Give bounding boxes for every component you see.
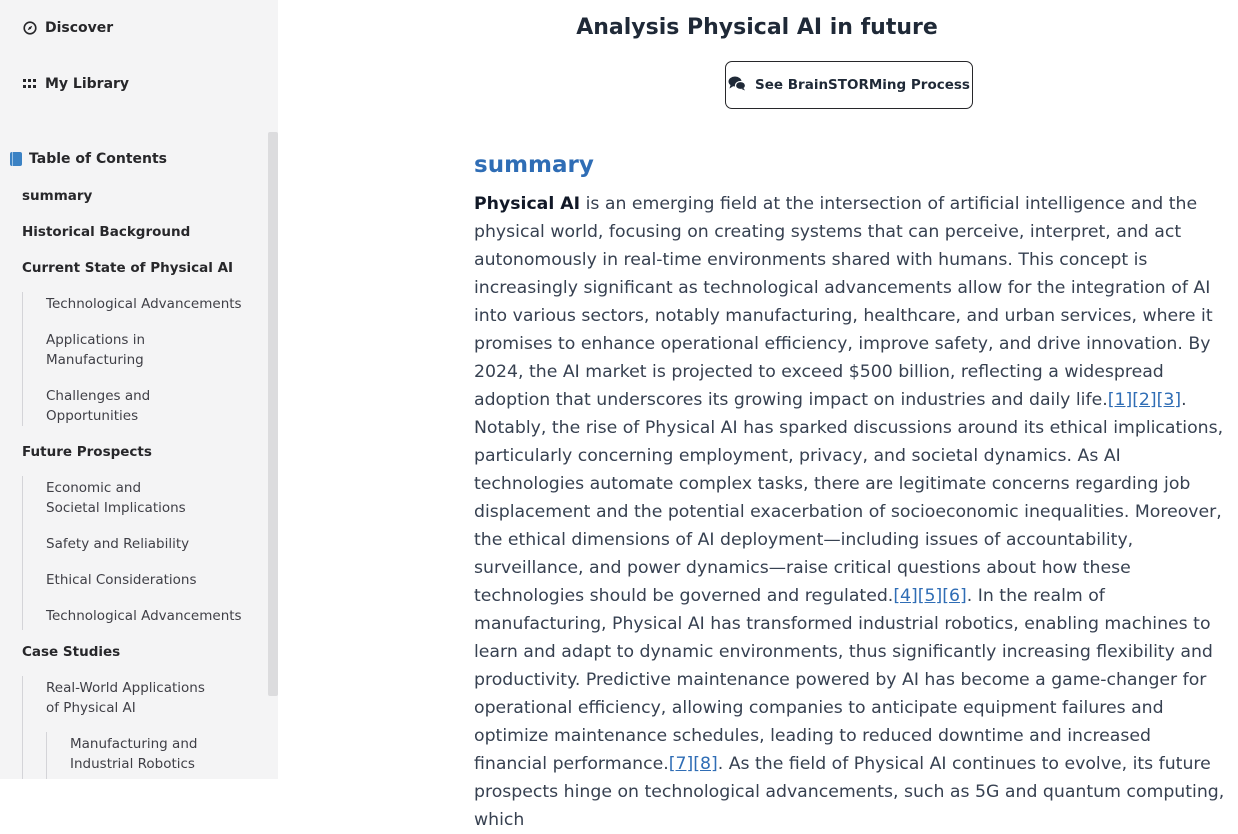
toc-item-real-world-applications[interactable]: Real-World Applications of Physical AI: [46, 680, 205, 716]
toc-item-economic-societal[interactable]: Economic and Societal Implications: [46, 480, 186, 516]
nav-my-library-label: My Library: [45, 76, 130, 92]
citation-link[interactable]: [2]: [1132, 390, 1157, 410]
citation-link[interactable]: [6]: [942, 586, 967, 606]
compass-icon: [22, 21, 37, 36]
toc-item-historical-background[interactable]: Historical Background: [22, 224, 191, 240]
toc-item-applications-manufacturing[interactable]: Applications in Manufacturing: [46, 332, 146, 368]
brainstorm-button[interactable]: [725, 61, 973, 109]
paragraph-text: . As the field of Physical AI continues to evolve, its future prospects hinge on technological advancements, such as 5G and quantum computing, which: [474, 754, 1225, 830]
toc-title: Table of Contents: [29, 151, 168, 167]
book-icon: [10, 152, 22, 166]
toc-guide-line: [22, 676, 23, 779]
sidebar-scrollbar[interactable]: [268, 132, 278, 696]
summary-paragraph: [474, 190, 1228, 834]
toc-item-current-state[interactable]: Current State of Physical AI: [22, 260, 234, 276]
citation-link[interactable]: [5]: [917, 586, 943, 606]
bold-term: Physical AI: [474, 194, 581, 214]
chat-bubbles-icon: [728, 76, 746, 95]
nav-discover-label: Discover: [45, 20, 114, 36]
citation-link[interactable]: [4]: [893, 586, 918, 606]
toc-item-technological-advancements[interactable]: Technological Advancements: [46, 296, 242, 312]
toc-header: [10, 151, 167, 167]
toc-item-challenges-opportunities[interactable]: Challenges and Opportunities: [46, 388, 151, 424]
paragraph-text: . In the realm of manufacturing, Physical AI has transformed industrial robotics, enabling machines to learn and adapt to dynamic environments, thus significantly increasing flexibility and productivity. Predictive maintenance powered by AI has become a game-changer for operational efficiency, allowing companies to anticipate equipment failures and optimize maintenance schedules, leading to reduced downtime and increased financial performance.: [474, 586, 1213, 774]
citation-link[interactable]: [1]: [1107, 390, 1133, 410]
citation-link[interactable]: [7]: [668, 754, 694, 774]
sidebar: [0, 0, 278, 779]
paragraph-text: is an emerging field at the intersection of artificial intelligence and the physical world, focusing on creating systems that can perceive, interpret, and act autonomously in real-time environments shared with humans. This concept is increasingly significant as technological advancements allow for the integration of AI into various sectors, notably manufacturing, healthcare, and urban services, where it promises to enhance operational efficiency, improve safety, and drive innovation. By 2024, the AI market is projected to exceed $500 billion, reflecting a widespread adoption that underscores its growing impact on industries and daily life.: [474, 194, 1213, 410]
toc-guide-line: [22, 292, 23, 426]
section-heading-summary: summary: [474, 152, 594, 178]
grid-icon: [22, 77, 37, 92]
toc-item-technological-advancements-2[interactable]: Technological Advancements: [46, 608, 242, 624]
toc-item-manufacturing-robotics[interactable]: Manufacturing and Industrial Robotics: [70, 736, 198, 772]
toc-item-summary[interactable]: summary: [22, 188, 93, 204]
main-content: [278, 0, 1238, 830]
brainstorm-button-label: See BrainSTORMing Process: [755, 77, 970, 93]
toc-guide-line: [46, 732, 47, 779]
toc-item-ethical-considerations[interactable]: Ethical Considerations: [46, 572, 197, 588]
toc-item-case-studies[interactable]: Case Studies: [22, 644, 121, 660]
paragraph-text: . Notably, the rise of Physical AI has sparked discussions around its ethical implications, particularly concerning employment, privacy, and societal dynamics. As AI technologies automate complex tasks, there are legitimate concerns regarding job displacement and the potential exacerbation of socioeconomic inequalities. Moreover, the ethical dimensions of AI deployment—including issues of accountability, surveillance, and power dynamics—raise critical questions about how these technologies should be governed and regulated.: [474, 390, 1224, 606]
page-title: Analysis Physical AI in future: [576, 15, 938, 40]
toc-item-future-prospects[interactable]: Future Prospects: [22, 444, 152, 460]
citation-link[interactable]: [8]: [693, 754, 718, 774]
nav-discover[interactable]: [22, 20, 113, 36]
citation-link[interactable]: [3]: [1156, 390, 1182, 410]
toc-item-safety-reliability[interactable]: Safety and Reliability: [46, 536, 190, 552]
toc-guide-line: [22, 476, 23, 630]
nav-my-library[interactable]: [22, 76, 129, 92]
